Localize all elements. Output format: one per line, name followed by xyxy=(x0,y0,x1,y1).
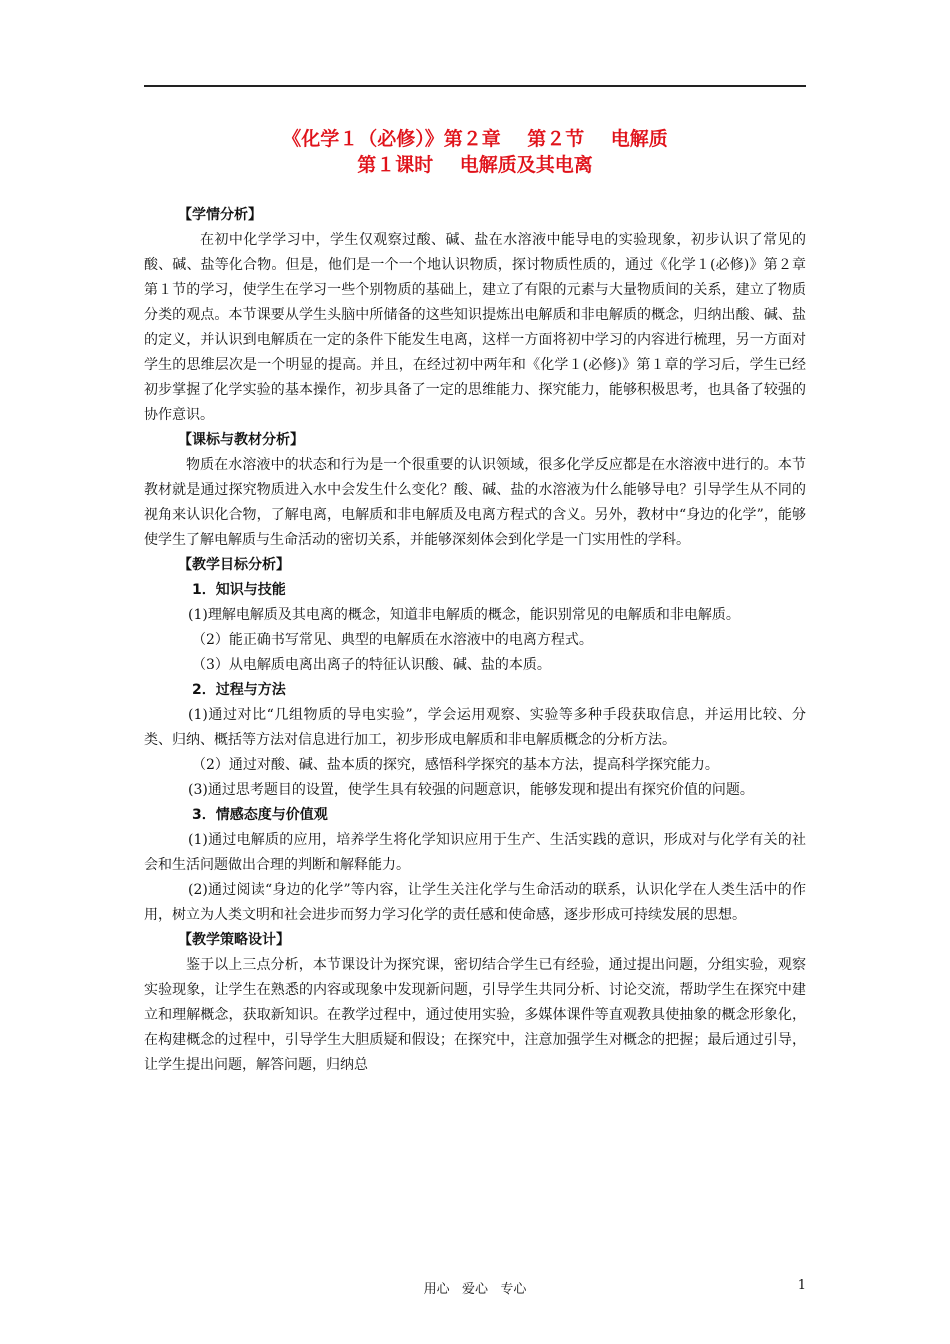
list-item: (1)理解电解质及其电离的概念，知道非电解质的概念，能识别常见的电解质和非电解质。 xyxy=(188,607,740,623)
subheading-process-methods: 2．过程与方法 xyxy=(192,682,286,698)
list-item: (1)通过电解质的应用，培养学生将化学知识应用于生产、生活实践的意识，形成对与化学有关的社会和生活问题做出合理的判断和解释能力。 xyxy=(144,832,806,873)
paragraph-student-analysis: 在初中化学学习中，学生仅观察过酸、碱、盐在水溶液中能导电的实验现象，初步认识了常见的酸、碱、盐等化合物。但是，他们是一个一个地认识物质，探讨物质性质的，通过《化学１(必修)》第２章第１节的学习，使学生在学习一些个别物质的基础上，建立了有限的元素与大量物质间的关系，建立了物质分类的观点。本节课要从学生头脑中所储备的这些知识提炼出电解质和非电解质的概念，归纳出酸、碱、盐的定义，并认识到电解质在一定的条件下能发生电离，这样一方面将初中学习的内容进行梳理，另一方面对学生的思维层次是一个明显的提高。并且，在经过初中两年和《化学１(必修)》第１章的学习后，学生已经初步掌握了化学实验的基本操作，初步具备了一定的思维能力、探究能力，能够积极思考，也具备了较强的协作意识。 xyxy=(144,232,806,423)
list-item: （2）能正确书写常见、典型的电解质在水溶液中的电离方程式。 xyxy=(192,632,593,648)
page-title: 《化学１（必修）》第２章 第２节 电解质 xyxy=(282,128,668,150)
paragraph-strategy: 鉴于以上三点分析，本节课设计为探究课，密切结合学生已有经验，通过提出问题，分组实验，观察实验现象，让学生在熟悉的内容或现象中发现新问题，引导学生共同分析、讨论交流，帮助学生在探究中建立和理解概念，获取新知识。在教学过程中，通过使用实验，多媒体课件等直观教具使抽象的概念形象化，在构建概念的过程中，引导学生大胆质疑和假设；在探究中，注意加强学生对概念的把握；最后通过引导，让学生提出问题，解答问题，归纳总 xyxy=(144,957,806,1073)
page-subtitle: 第１课时 电解质及其电离 xyxy=(357,154,593,176)
list-item: (3)通过思考题目的设置，使学生具有较强的问题意识，能够发现和提出有探究价值的问题。 xyxy=(188,782,754,798)
page-number: 1 xyxy=(797,1278,806,1293)
section-heading-curriculum-analysis: 【课标与教材分析】 xyxy=(178,432,304,448)
subheading-knowledge-skills: 1．知识与技能 xyxy=(192,582,286,598)
list-item: （3）从电解质电离出离子的特征认识酸、碱、盐的本质。 xyxy=(192,657,551,673)
section-heading-objectives: 【教学目标分析】 xyxy=(178,557,290,573)
list-item: (2)通过阅读“身边的化学”等内容，让学生关注化学与生命活动的联系，认识化学在人类生活中的作用，树立为人类文明和社会进步而努力学习化学的责任感和使命感，逐步形成可持续发展的思想。 xyxy=(144,882,806,923)
document-body xyxy=(144,203,806,1078)
paragraph-curriculum-analysis: 物质在水溶液中的状态和行为是一个很重要的认识领域，很多化学反应都是在水溶液中进行的。本节教材就是通过探究物质进入水中会发生什么变化？酸、碱、盐的水溶液为什么能够导电？引导学生从不同的视角来认识化合物，了解电离，电解质和非电解质及电离方程式的含义。另外，教材中“身边的化学”，能够使学生了解电解质与生命活动的密切关系，并能够深刻体会到化学是一门实用性的学科。 xyxy=(144,457,806,548)
subheading-attitude-values: 3．情感态度与价值观 xyxy=(192,807,328,823)
header-rule xyxy=(144,85,806,87)
section-heading-strategy: 【教学策略设计】 xyxy=(178,932,290,948)
section-heading-student-analysis: 【学情分析】 xyxy=(178,207,262,223)
list-item: （2）通过对酸、碱、盐本质的探究，感悟科学探究的基本方法，提高科学探究能力。 xyxy=(192,757,719,773)
footer-motto: 用心 爱心 专心 xyxy=(423,1282,527,1297)
list-item: (1)通过对比“几组物质的导电实验”，学会运用观察、实验等多种手段获取信息，并运用比较、分类、归纳、概括等方法对信息进行加工，初步形成电解质和非电解质概念的分析方法。 xyxy=(144,707,806,748)
